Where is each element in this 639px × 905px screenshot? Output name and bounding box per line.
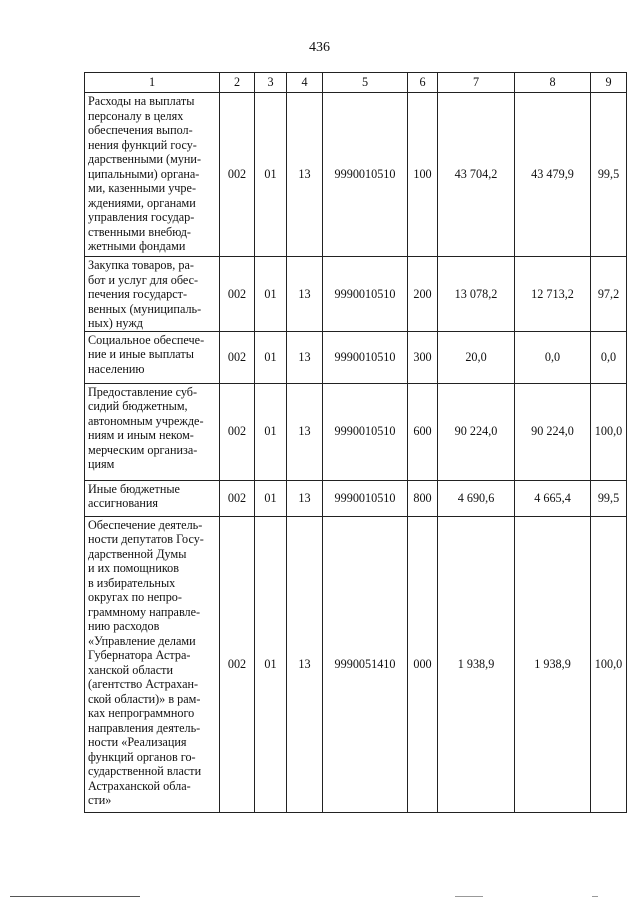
table-cell: 100 — [408, 93, 438, 257]
row-name-line: Иные бюджетные — [88, 481, 180, 496]
table-cell: 100,0 — [591, 383, 627, 480]
row-name-line: Обеспечение деятель- — [88, 517, 203, 532]
row-name-line: ках непрограммного — [88, 706, 195, 720]
row-name-line: обеспечения выпол- — [88, 123, 193, 137]
table-cell: 43 704,2 — [438, 93, 515, 257]
footer-scan-line — [10, 896, 140, 897]
row-name-line: циям — [88, 457, 115, 471]
table-cell: 43 479,9 — [515, 93, 591, 257]
row-name-line: граммному направле- — [88, 604, 201, 619]
table-cell: 99,5 — [591, 480, 627, 516]
table-row — [85, 331, 627, 383]
table-cell: 002 — [220, 93, 255, 257]
table-cell: 90 224,0 — [438, 383, 515, 480]
header-cell: 6 — [408, 73, 438, 93]
row-name-line: Расходы на выплаты — [88, 94, 195, 108]
row-name-line: ми, казенными учре- — [88, 181, 196, 195]
page-number: 436 — [309, 40, 330, 55]
row-name-line: округах по непро- — [88, 590, 182, 604]
table-cell: 13 — [287, 480, 323, 516]
row-name-line: функций органов го- — [88, 749, 196, 764]
row-name-line: дарственными (муни- — [88, 152, 202, 166]
row-name-line: ности «Реализация — [88, 735, 187, 749]
table-cell: 600 — [408, 383, 438, 480]
table-cell: 01 — [255, 93, 287, 257]
table-cell: 300 — [408, 331, 438, 383]
header-cell: 7 — [438, 73, 515, 93]
row-name-line: нию расходов — [88, 619, 160, 633]
table-cell: 1 938,9 — [438, 516, 515, 812]
row-name-line: направления деятель- — [88, 720, 201, 735]
header-cell: 9 — [591, 73, 627, 93]
row-name-line: ждениями, органами — [88, 195, 196, 210]
table-cell: 20,0 — [438, 331, 515, 383]
table-cell: 9990010510 — [323, 480, 408, 516]
table-cell: 4 665,4 — [515, 480, 591, 516]
table-cell: 000 — [408, 516, 438, 812]
row-name-line: жетными фондами — [88, 239, 186, 253]
table-cell: 13 — [287, 331, 323, 383]
table-cell: 13 — [287, 516, 323, 812]
header-cell: 4 — [287, 73, 323, 93]
table-cell: 9990010510 — [323, 93, 408, 257]
row-name-line: «Управление делами — [88, 633, 196, 648]
table-cell: 01 — [255, 257, 287, 332]
row-name-line: и их помощников — [88, 561, 180, 575]
header-cell: 3 — [255, 73, 287, 93]
budget-table — [84, 72, 627, 813]
row-name-line: ханской области — [88, 662, 173, 677]
header-cell: 5 — [323, 73, 408, 93]
table-cell: 800 — [408, 480, 438, 516]
table-row — [85, 383, 627, 480]
row-name-line: нения функций госу- — [88, 137, 197, 152]
table-cell: 002 — [220, 516, 255, 812]
row-name-line: ципальными) органа- — [88, 166, 200, 181]
row-name-cell — [85, 383, 220, 480]
row-name-line: Астраханской обла- — [88, 778, 191, 793]
row-name-line: ности депутатов Госу- — [88, 532, 204, 546]
table-cell: 200 — [408, 257, 438, 332]
table-cell: 9990010510 — [323, 383, 408, 480]
table-cell: 13 — [287, 93, 323, 257]
row-name-line: населению — [88, 361, 145, 376]
row-name-line: ской области)» в рам- — [88, 691, 201, 706]
row-name-line: ассигнования — [88, 496, 159, 510]
row-name-line: ственными внебюд- — [88, 224, 191, 239]
footer-scan-mark — [592, 896, 598, 897]
table-cell: 01 — [255, 331, 287, 383]
row-name-line: персоналу в целях — [88, 108, 184, 123]
row-name-line: ных) нужд — [88, 316, 143, 330]
row-name-line: сидий бюджетным, — [88, 399, 188, 413]
row-name-line: венных (муниципаль- — [88, 301, 202, 316]
table-cell: 9990010510 — [323, 331, 408, 383]
table-cell: 97,2 — [591, 257, 627, 332]
row-name-line: ниям и иным неком- — [88, 428, 194, 442]
table-cell: 13 — [287, 257, 323, 332]
table-cell: 12 713,2 — [515, 257, 591, 332]
table-cell: 4 690,6 — [438, 480, 515, 516]
row-name-line: Губернатора Астра- — [88, 648, 191, 662]
table-cell: 13 — [287, 383, 323, 480]
table-cell: 002 — [220, 480, 255, 516]
footer-scan-mark — [455, 896, 483, 897]
table-header-row — [85, 73, 627, 93]
row-name-cell — [85, 331, 220, 383]
table-cell: 100,0 — [591, 516, 627, 812]
header-cell: 2 — [220, 73, 255, 93]
table-cell: 9990051410 — [323, 516, 408, 812]
row-name-line: в избирательных — [88, 575, 176, 590]
row-name-line: сударственной власти — [88, 764, 202, 778]
row-name-cell — [85, 257, 220, 332]
row-name-line: мерческим организа- — [88, 442, 198, 457]
table-cell: 01 — [255, 516, 287, 812]
row-name-line: Предоставление суб- — [88, 384, 198, 399]
table-cell: 13 078,2 — [438, 257, 515, 332]
table-cell: 99,5 — [591, 93, 627, 257]
table-cell: 90 224,0 — [515, 383, 591, 480]
table-cell: 002 — [220, 331, 255, 383]
header-cell: 8 — [515, 73, 591, 93]
table-cell: 1 938,9 — [515, 516, 591, 812]
table-row — [85, 93, 627, 257]
row-name-line: Социальное обеспече- — [88, 332, 205, 347]
row-name-line: управления государ- — [88, 210, 195, 224]
table-row — [85, 480, 627, 516]
table-cell: 01 — [255, 383, 287, 480]
table-cell: 002 — [220, 383, 255, 480]
header-cell: 1 — [85, 73, 220, 93]
table-row — [85, 257, 627, 332]
row-name-cell — [85, 516, 220, 812]
row-name-line: дарственной Думы — [88, 546, 187, 561]
row-name-line: сти» — [88, 793, 112, 807]
row-name-cell — [85, 93, 220, 257]
row-name-cell — [85, 480, 220, 516]
table-cell: 0,0 — [515, 331, 591, 383]
table-cell: 0,0 — [591, 331, 627, 383]
row-name-line: (агентство Астрахан- — [88, 677, 199, 691]
row-name-line: Закупка товаров, ра- — [88, 258, 194, 272]
row-name-line: печения государст- — [88, 287, 188, 301]
row-name-line: ние и иные выплаты — [88, 347, 194, 361]
table-row — [85, 516, 627, 812]
table-cell: 002 — [220, 257, 255, 332]
table-cell: 01 — [255, 480, 287, 516]
row-name-line: автономным учрежде- — [88, 413, 204, 428]
row-name-line: бот и услуг для обес- — [88, 272, 199, 287]
table-cell: 9990010510 — [323, 257, 408, 332]
